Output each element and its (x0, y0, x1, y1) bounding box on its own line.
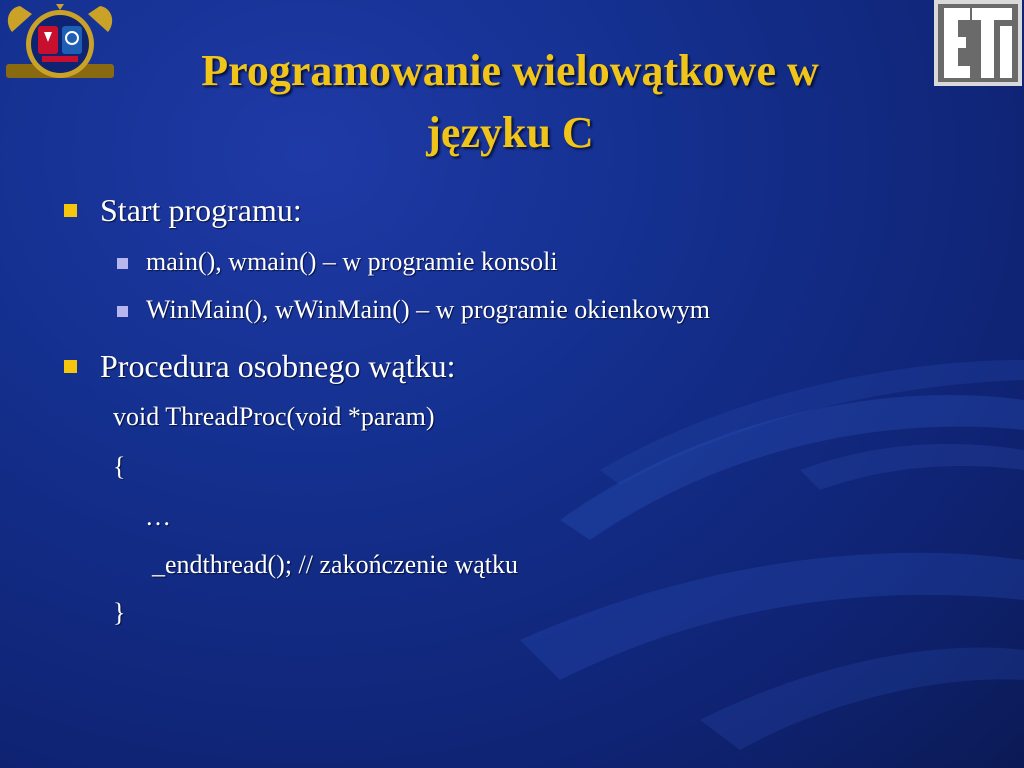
university-seal-logo (2, 2, 118, 90)
slide-title-line2: języku C (426, 108, 594, 157)
slide-title-line1: Programowanie wielowątkowe w (201, 46, 819, 95)
bullet-start-program: Start programu: (100, 192, 302, 228)
eti-logo (934, 0, 1022, 86)
code-line-ellipsis: … (145, 502, 171, 531)
bullet-marker (64, 360, 77, 373)
sub-bullet-marker (117, 258, 128, 269)
bullet-thread-procedure: Procedura osobnego wątku: (100, 348, 456, 384)
code-line-signature: void ThreadProc(void *param) (113, 402, 435, 431)
bullet-marker (64, 204, 77, 217)
sub-bullet-main: main(), wmain() – w programie konsoli (146, 247, 558, 276)
code-line-close-brace: } (113, 598, 126, 627)
slide-title (110, 40, 910, 164)
sub-bullet-winmain: WinMain(), wWinMain() – w programie okienkowym (146, 295, 711, 324)
code-line-open-brace: { (113, 452, 126, 481)
sub-bullet-marker (117, 306, 128, 317)
code-line-endthread: _endthread(); // zakończenie wątku (152, 550, 518, 579)
